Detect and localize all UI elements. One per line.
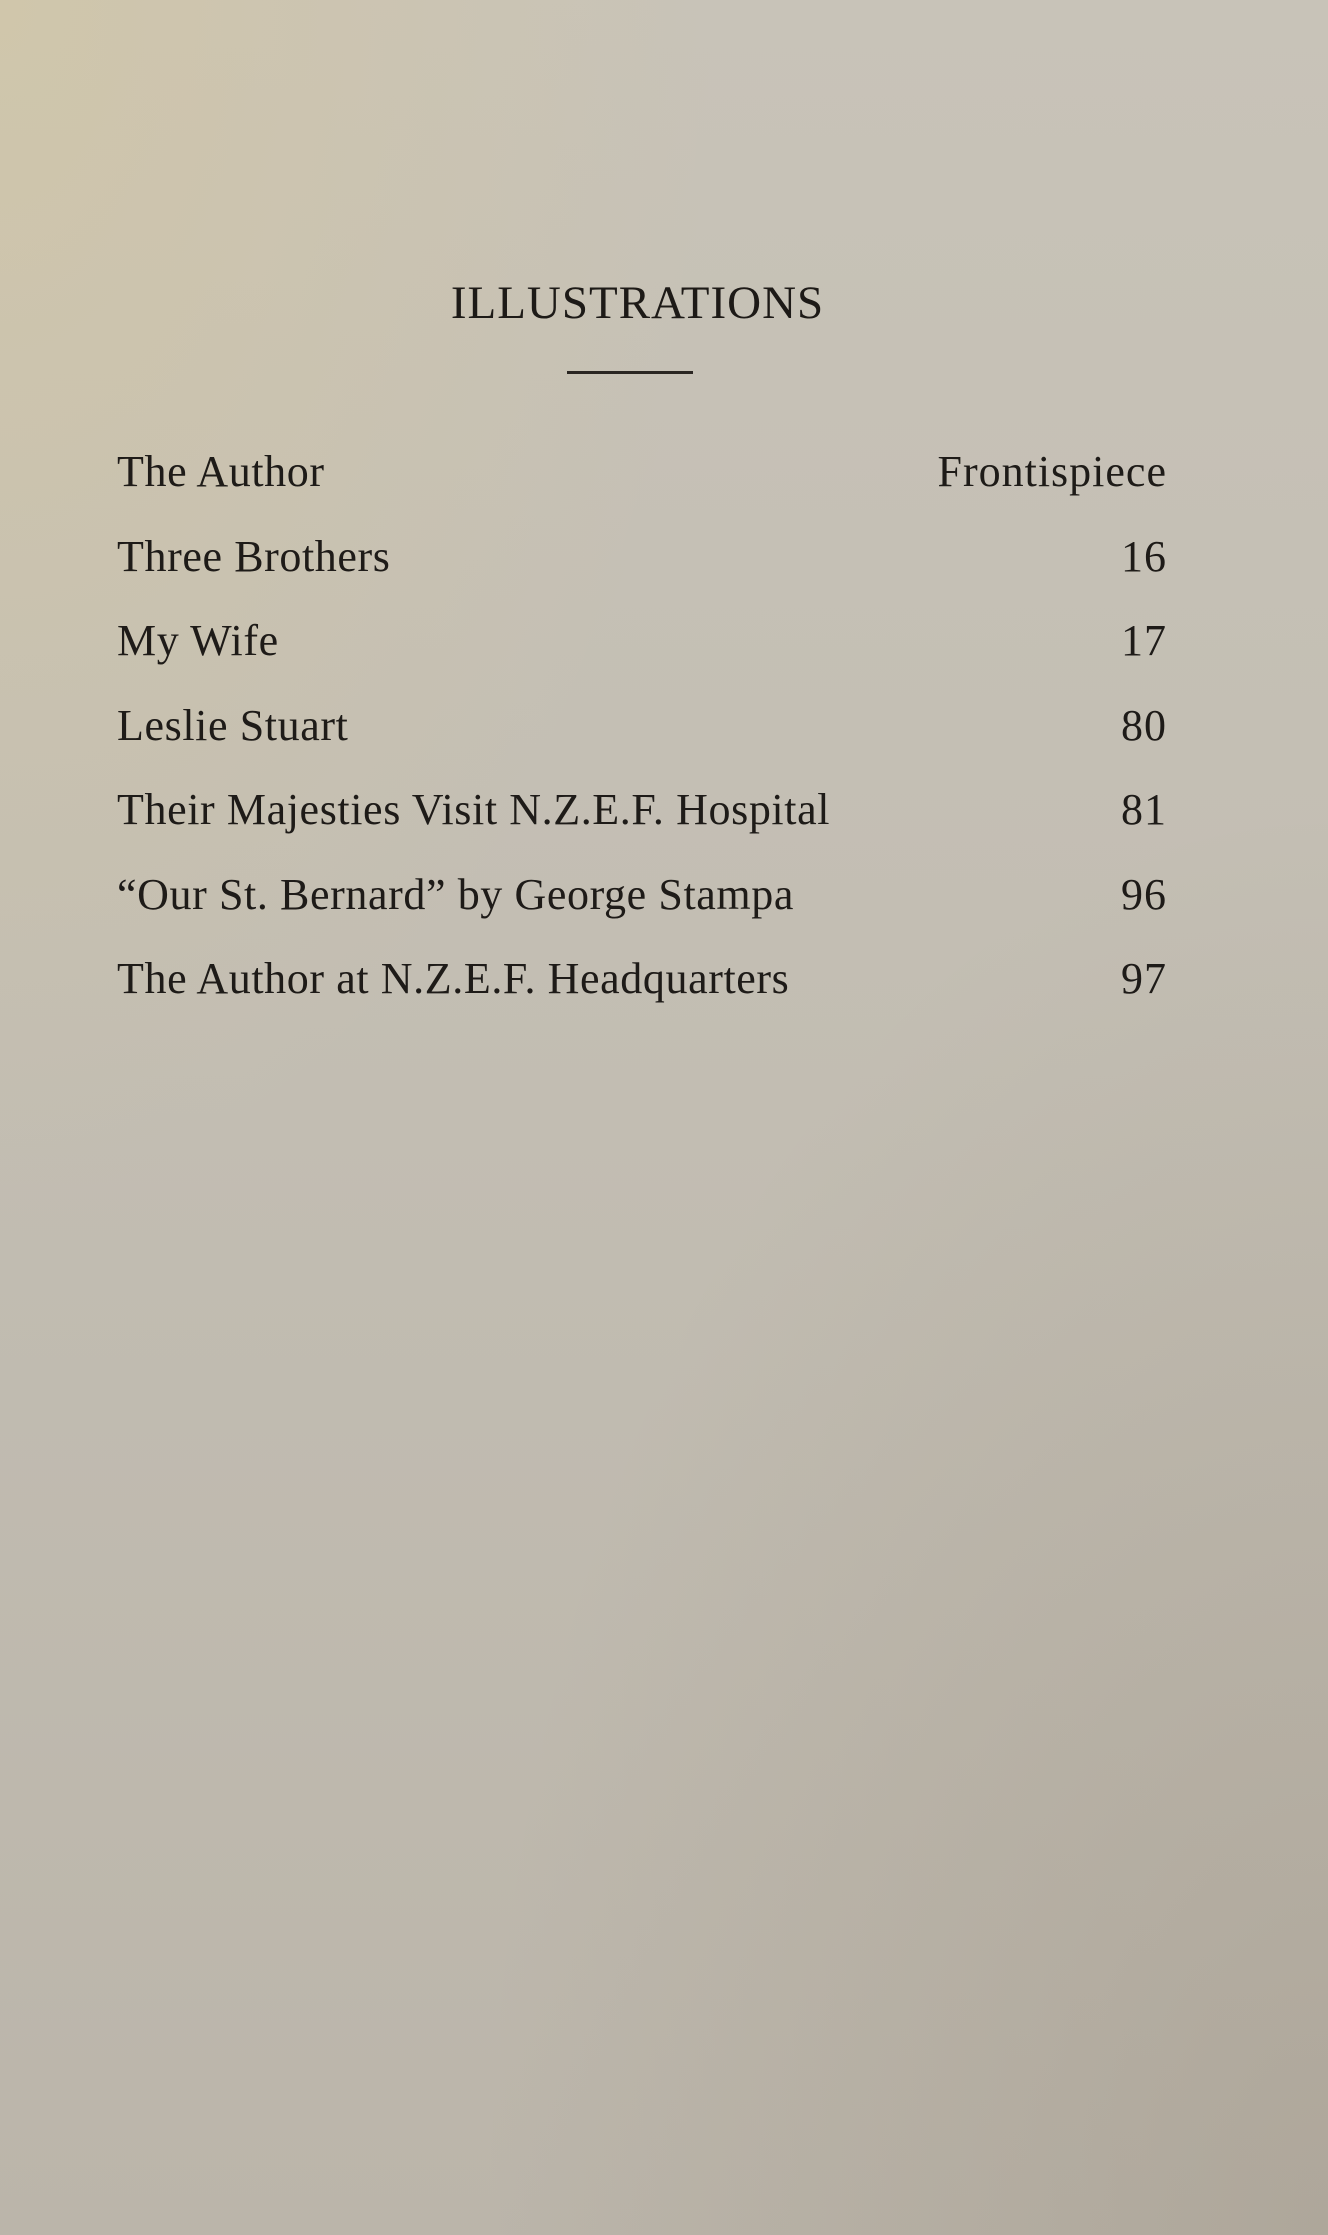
list-item [117, 695, 1167, 780]
illustration-page: 96 [1121, 869, 1167, 919]
illustration-page: 17 [1121, 616, 1167, 665]
list-item [117, 441, 1167, 526]
illustration-page: Frontispiece [937, 447, 1167, 496]
list-item [117, 779, 1167, 864]
illustration-page: 16 [1121, 531, 1167, 581]
illustrations-list [117, 441, 1167, 1033]
list-item [117, 610, 1167, 695]
illustration-title: The Author at N.Z.E.F. Headquarters [117, 954, 790, 1003]
illustration-page: 81 [1121, 785, 1167, 834]
illustration-title: Three Brothers [117, 531, 391, 581]
list-item [117, 864, 1167, 949]
illustration-title: My Wife [117, 616, 279, 665]
illustration-title: Their Majesties Visit N.Z.E.F. Hospital [117, 785, 831, 834]
heading-rule [567, 371, 693, 374]
list-item [117, 948, 1167, 1033]
page-heading: ILLUSTRATIONS [450, 277, 825, 329]
illustration-title: “Our St. Bernard” by George Stampa [117, 869, 794, 919]
list-item [117, 526, 1167, 611]
illustration-page: 80 [1121, 700, 1167, 750]
illustration-page: 97 [1121, 954, 1167, 1003]
illustration-title: Leslie Stuart [117, 700, 349, 750]
illustration-title: The Author [117, 447, 325, 496]
